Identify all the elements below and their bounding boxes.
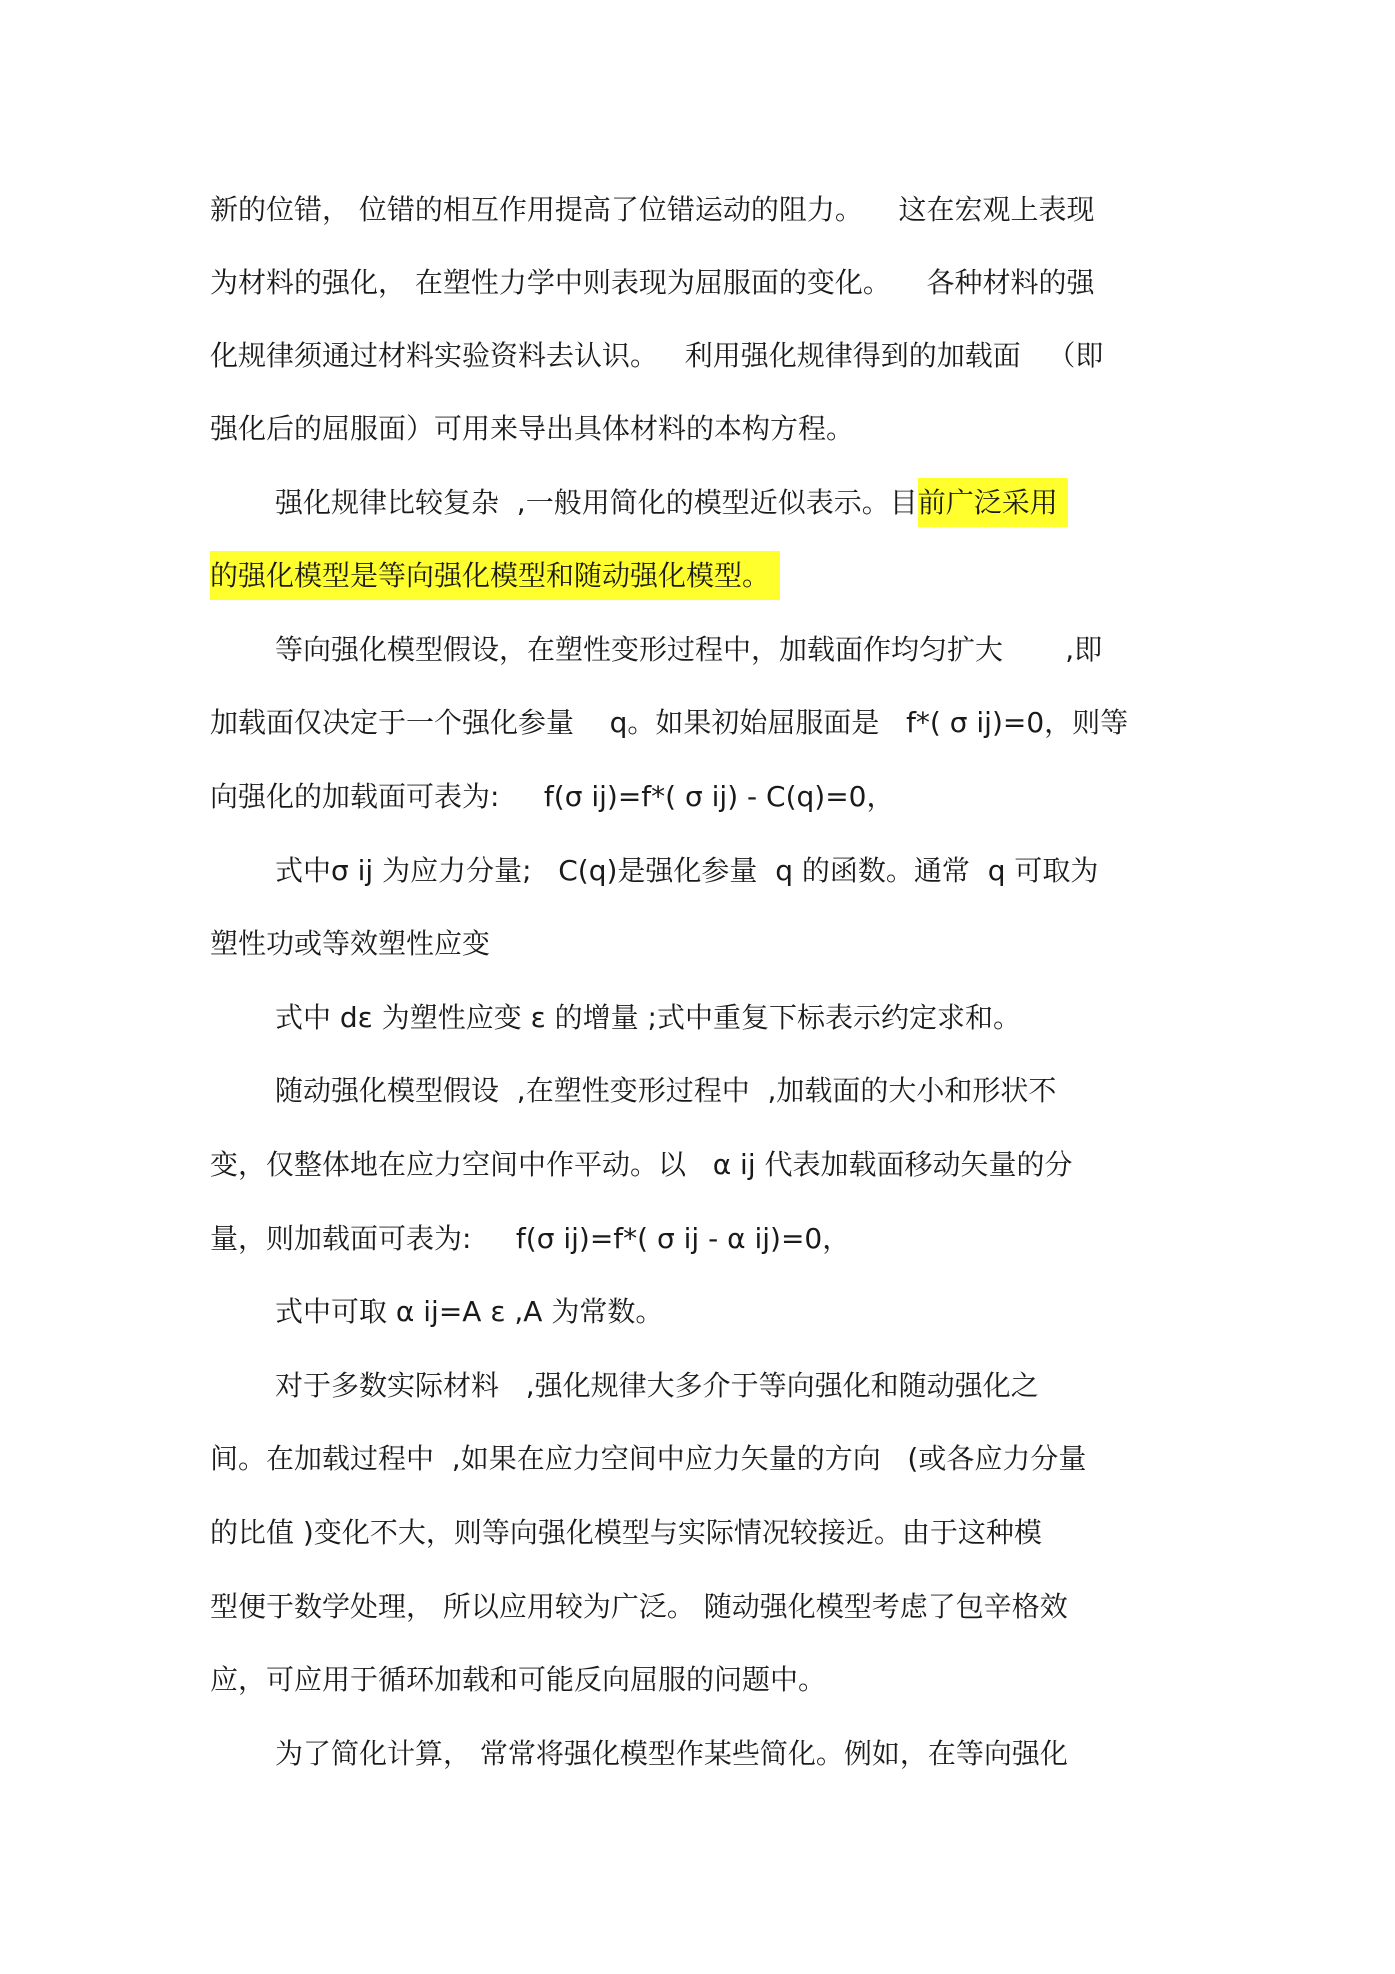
text-line: 新的位错， 位错的相互作用提高了位错运动的阻力。 这在宏观上表现: [210, 193, 1095, 226]
highlighted-text: 的强化模型是等向强化模型和随动强化模型。: [210, 551, 780, 600]
text-line: 变，仅整体地在应力空间中作平动。以 α ij 代表加载面移动矢量的分: [210, 1148, 1073, 1181]
text-line: 向强化的加载面可表为: f(σ ij)=f*( σ ij) - C(q)=0，: [210, 780, 895, 813]
text-line: 式中σ ij 为应力分量; C(q)是强化参量 q 的函数。通常 q 可取为: [275, 854, 1099, 887]
text-segment: 强化规律比较复杂 ,一般用简化的模型近似表示。目: [275, 486, 918, 519]
text-line: 塑性功或等效塑性应变: [210, 927, 491, 960]
text-line: 加载面仅决定于一个强化参量 q。如果初始屈服面是 f*( σ ij)=0，则等: [210, 706, 1129, 739]
text-line: 间。在加载过程中 ,如果在应力空间中应力矢量的方向 (或各应力分量: [210, 1442, 1087, 1475]
text-line: 量，则加载面可表为: f(σ ij)=f*( σ ij - α ij)=0，: [210, 1222, 851, 1255]
highlighted-text: 前广泛采用: [918, 478, 1068, 527]
text-line: [210, 556, 780, 596]
text-line: 对于多数实际材料 ,强化规律大多介于等向强化和随动强化之: [275, 1369, 1039, 1402]
text-line: 等向强化模型假设，在塑性变形过程中，加载面作均匀扩大 ,即: [275, 633, 1103, 666]
text-line: 的比值 )变化不大，则等向强化模型与实际情况较接近。由于这种模: [210, 1516, 1042, 1549]
text-line: 型便于数学处理， 所以应用较为广泛。 随动强化模型考虑了包辛格效: [210, 1590, 1068, 1623]
text-line: 强化后的屈服面）可用来导出具体材料的本构方程。: [210, 412, 855, 445]
text-line: 为材料的强化， 在塑性力学中则表现为屈服面的变化。 各种材料的强: [210, 266, 1095, 299]
text-line: 式中 dε 为塑性应变 ε 的增量 ;式中重复下标表示约定求和。: [275, 1001, 1021, 1034]
text-line: 式中可取 α ij=A ε ,A 为常数。: [275, 1295, 664, 1328]
text-line: 化规律须通过材料实验资料去认识。 利用强化规律得到的加载面 （即: [210, 339, 1104, 372]
text-line: [275, 483, 1068, 523]
text-line: 为了简化计算， 常常将强化模型作某些简化。例如，在等向强化: [275, 1737, 1068, 1770]
text-line: 应，可应用于循环加载和可能反向屈服的问题中。: [210, 1663, 827, 1696]
text-line: 随动强化模型假设 ,在塑性变形过程中 ,加载面的大小和形状不: [275, 1074, 1057, 1107]
